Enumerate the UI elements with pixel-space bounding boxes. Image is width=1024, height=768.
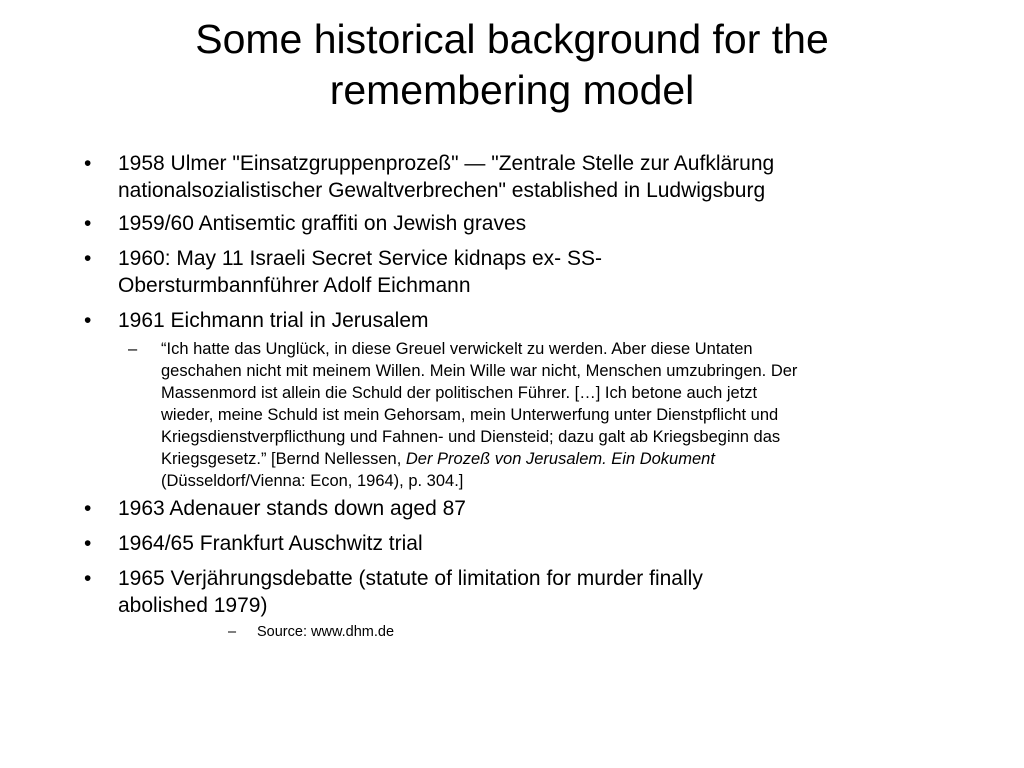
bullet-marker: •	[84, 497, 92, 520]
list-item-text	[118, 307, 948, 334]
bullet-marker: •	[84, 212, 92, 235]
text-line: 1961 Eichmann trial in Jerusalem	[118, 309, 429, 332]
list-item-text	[118, 210, 948, 237]
text-line: 1960: May 11 Israeli Secret Service kidnaps ex- SS-	[118, 247, 602, 270]
text-line: Massenmord ist allein die Schuld der politischen Führer. […] Ich betone auch jetzt	[161, 384, 758, 402]
list-item-text	[118, 565, 948, 619]
text-line: Kriegsdienstverpflicthung und Fahnen- und Diensteid; dazu galt ab Kriegsbeginn das	[161, 428, 781, 446]
book-title: Der Prozeß von Jerusalem. Ein Dokument	[405, 450, 715, 468]
source-text: Source: www.dhm.de	[257, 624, 395, 640]
text-line: wieder, meine Schuld ist mein Gehorsam, mein Unterwerfung unter Dienstpflicht und	[161, 406, 779, 424]
text-line: (Düsseldorf/Vienna: Econ, 1964), p. 304.]	[161, 472, 464, 490]
list-item-text	[118, 150, 948, 204]
list-item-text	[118, 245, 948, 299]
text-line: 1963 Adenauer stands down aged 87	[118, 497, 466, 520]
dash-marker: –	[128, 340, 138, 358]
text-line: geschahen nicht mit meinem Willen. Mein Wille war nicht, Menschen umzubringen. Der	[161, 362, 798, 380]
list-item-text	[118, 530, 948, 557]
text-line: Obersturmbannführer Adolf Eichmann	[118, 274, 471, 297]
text-line: nationalsozialistischer Gewaltverbrechen" established in Ludwigsburg	[118, 179, 766, 202]
text-line: abolished 1979)	[118, 594, 268, 617]
quote-text	[161, 338, 951, 492]
bullet-marker: •	[84, 309, 92, 332]
text-line: 1964/65 Frankfurt Auschwitz trial	[118, 532, 423, 555]
text-line	[161, 448, 951, 470]
slide-title	[60, 14, 964, 116]
bullet-marker: •	[84, 152, 92, 175]
dash-marker: –	[228, 624, 237, 640]
citation-prefix: Kriegsgesetz.” [Bernd Nellessen,	[161, 450, 406, 468]
title-line: remembering model	[329, 67, 695, 113]
title-line: Some historical background for the	[195, 16, 829, 62]
bullet-marker: •	[84, 247, 92, 270]
text-line: “Ich hatte das Unglück, in diese Greuel verwickelt zu werden. Aber diese Untaten	[161, 340, 753, 358]
bullet-marker: •	[84, 532, 92, 555]
text-line: 1959/60 Antisemtic graffiti on Jewish graves	[118, 212, 527, 235]
bullet-marker: •	[84, 567, 92, 590]
list-item-text	[118, 495, 948, 522]
text-line: 1958 Ulmer "Einsatzgruppenprozeß" — "Zentrale Stelle zur Aufklärung	[118, 152, 775, 175]
text-line: 1965 Verjährungsdebatte (statute of limitation for murder finally	[118, 567, 703, 590]
